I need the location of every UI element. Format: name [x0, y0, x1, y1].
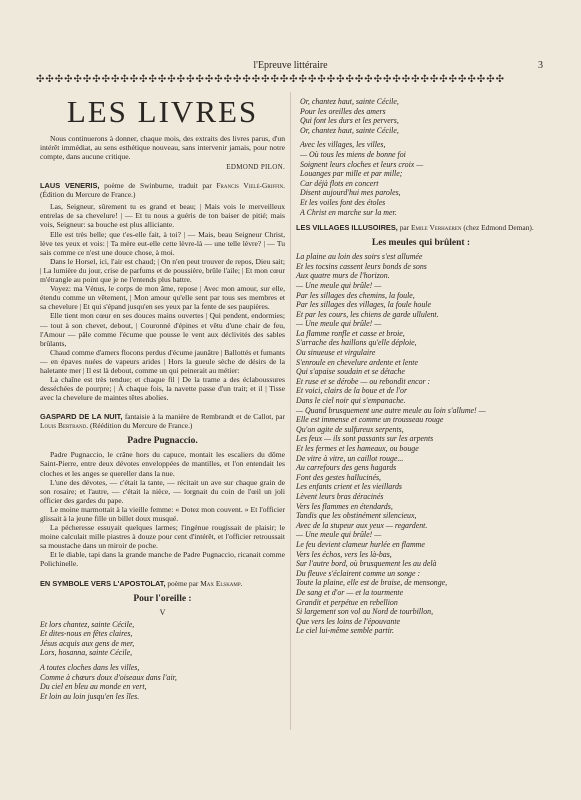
verse-line: Le feu devient clameur hurlée en flamme — [296, 539, 425, 549]
verse-line: Et voici, clairs de la boue et de l'or — [296, 386, 408, 396]
laus-veneris-heading — [40, 181, 285, 199]
verse-line: Du fleuve s'éclairent comme un songe : — [296, 568, 421, 578]
verse-line: Ou sinueuse et virgulaire — [296, 348, 376, 358]
gaspard-paragraph: Padre Pugnaccio, le crâne hors du capuce, montait les escaliers du dôme Saint-Pierre, entre deux dévotes enveloppées de mantilles, et l'on entendait les cloches et les anges se quereller dans la nue. — [40, 450, 285, 478]
verse-line: Comme à chœurs doux d'oiseaux dans l'air, — [40, 672, 177, 682]
villages-title: LES VILLAGES ILLUSOIRES, — [296, 223, 398, 233]
symbole-title: EN SYMBOLE VERS L'APOSTOLAT, — [40, 578, 166, 588]
verse-line: Car déjà flots en concert — [300, 178, 379, 188]
verse-line: — Où tous les miens de bonne foi — [300, 149, 406, 159]
verse-line: Si largement son vol au Nord de tourbillon, — [296, 607, 434, 617]
villages-meta: par — [399, 223, 410, 233]
verse-line: Or, chantez haut, sainte Cécile, — [300, 97, 399, 106]
gaspard-heading — [40, 412, 285, 430]
gaspard-edition: (Réédition du Mercure de France.) — [89, 421, 193, 431]
verse-line: Et ruse et se dérobe — ou rebondit encor : — [296, 376, 431, 386]
verse-line: Et dites-nous en fêtes claires, — [40, 629, 133, 639]
verse-line: Disent aujourd'hui mes paroles, — [300, 188, 401, 198]
verse-line: Les enfants crient et les vieillards — [296, 482, 402, 492]
verse-line: De sang et d'or — et la tourmente — [296, 587, 404, 597]
verse-line: Vers les flammes en étendards, — [296, 501, 393, 511]
verse-line: Vers les échos, vers les là-bas, — [296, 549, 392, 559]
laus-paragraph: Las, Seigneur, sûrement tu es grand et beau; | Mais vois le merveilleux entrelas de sa chevelure! | — Et tu nous a guéris de ton baiser de pitié; mais vois, Seigneur: sa bouche est plus alliciante. — [40, 202, 285, 230]
laus-paragraph: La chaîne est très tendue; et chaque fil | De la trame a des éclaboussures desséchées de pourpre; | À chaque fois, la navette passe d'un trait; et il | Tisse avec la chevelure de maintes têtes abolies. — [40, 375, 285, 403]
symbole-subhead: Pour l'oreille : — [133, 593, 192, 604]
verse-line: Toute la plaine, elle est de braise, de mensonge, — [296, 578, 448, 588]
gaspard-paragraph: Et le diable, tapi dans la grande manche de Padre Pugnaccio, ricanait comme Polichinelle. — [40, 550, 285, 569]
ornament-rule: ✣✣✣✣✣✣✣✣✣✣✣✣✣✣✣✣✣✣✣✣✣✣✣✣✣✣✣✣✣✣✣✣✣✣✣✣✣✣✣✣✣✣✣✣✣✣✣✣✣✣ — [36, 74, 505, 85]
gaspard-subhead: Padre Pugnaccio. — [127, 436, 198, 447]
verse-line: A toutes cloches dans les villes, — [40, 662, 140, 672]
laus-paragraph: Elle tient mon cœur en ses douces mains ouvertes | Qui pendent, endormies; — tout à son chevet, debout, | Couronné d'épines et vêtu d'une chair de feu, l'Amour — pâle comme l'écume que pousse le vent aux déclivités des sables brûlants, — [40, 311, 285, 348]
laus-paragraph: Voyez: ma Vénus, le corps de mon âme, repose | Avec mon amour, sur elle, étendu comme un vêtement, | Mon amour qu'elle sent par tous ses membres et sa chevelure | Et qui s'épand jusqu'en ses yeux par la fente de ses paupières. — [40, 284, 285, 312]
villages-edition: (chez Edmond Deman). — [463, 223, 534, 233]
laus-veneris-title: LAUS VENERIS, — [40, 181, 100, 191]
right-column — [296, 97, 546, 636]
laus-veneris-meta: poème de Swinburne, traduit par — [104, 181, 212, 191]
verse-line: Les feux — ils sont passants sur les arpents — [296, 434, 434, 444]
gaspard-paragraph: L'une des dévotes, — c'était la tante, — récitait un ave sur chaque grain de son rosaire; et l'autre, — c'était la nièce, — lorgnait du coin de l'œil un joli officier des gardes du pape. — [40, 477, 285, 505]
intro-signature: EDMOND PILON. — [226, 163, 285, 172]
verse-line: La flamme ronfle et casse et broie, — [296, 328, 405, 338]
verse-line: Par les sillages des villages, la foule houle — [296, 300, 431, 310]
verse-line: Le ciel lui-même semble partir. — [296, 626, 394, 636]
stanza — [40, 620, 285, 658]
verse-line: Et par les cours, les chiens de garde ullulent. — [296, 309, 439, 319]
verse-line: Avec les villages, les villes, — [300, 140, 386, 150]
verse-line: Tandis que les obstinément silencieux, — [296, 511, 417, 521]
verse-line: Qui font les durs et les pervers, — [300, 116, 399, 126]
verse-line: Pour les oreilles des amers — [300, 106, 386, 116]
stanza — [296, 97, 546, 135]
verse-line: Lors, hosanna, sainte Cécile, — [40, 648, 133, 658]
verse-line: Grandit et perpétue en rebellion — [296, 597, 398, 607]
laus-paragraph: Elle est très belle; que t'es-elle fait, à toi? | — Mais, beau Seigneur Christ, lève tes yeux et vois: | Ta mère eut-elle cette lèvre-là — une telle lèvre? | — Tu sais comme ce n'est une douce chose, à moi. — [40, 229, 285, 257]
verse-line: Que vers les loins de l'épouvante — [296, 616, 401, 626]
verse-line: De vitre à vitre, un caillot rouge... — [296, 453, 404, 463]
column-divider — [290, 92, 291, 730]
verse-line: — Une meule qui brûle! — — [296, 530, 382, 540]
page-number: 3 — [538, 60, 543, 71]
verse-line: Qu'on agite de sulfureux serpents, — [296, 424, 404, 434]
laus-paragraph: Chaud comme d'amers flocons perdus d'écume jaunâtre | Ballottés et fumants — en épaves nuées de vapeurs arides | Hors la gueule sèche de désirs de la haletante mer | Il est là debout, comme un qui peinerait au métier: — [40, 347, 285, 375]
verse-line: La plaine au loin des soirs s'est allumée — [296, 252, 423, 262]
verse-line: Et lors chantez, sainte Cécile, — [40, 619, 135, 629]
symbole-verse — [40, 620, 285, 702]
laus-veneris-translator: Francis Vielé-Griffin. — [216, 181, 285, 191]
verse-line: S'arrache des haillons qu'elle déploie, — [296, 338, 417, 348]
verse-line: Lèvent leurs bras déracinés — [296, 491, 384, 501]
section-title: LES LIVRES — [66, 94, 259, 129]
gaspard-paragraph: Le moine marmottait à la vieille femme: « Dotez mon couvent. » Et l'officier glissait à la jeune fille un billet doux musqué. — [40, 504, 285, 523]
verse-line: — Une meule qui brûle! — — [296, 319, 382, 329]
gaspard-text — [40, 450, 285, 568]
verse-line: Dans le ciel noir qui s'empanache. — [296, 396, 406, 406]
symbole-numeral: V — [159, 607, 166, 617]
verse-line: — Quand brusquement une autre meule au loin s'allume! — — [296, 405, 486, 415]
left-column — [40, 92, 285, 706]
running-head — [38, 60, 543, 71]
gaspard-meta: fantaisie à la manière de Rembrandt et de Callot, par — [124, 412, 285, 422]
gaspard-title: GASPARD DE LA NUIT, — [40, 412, 123, 422]
verse-line: Or, chantez haut, sainte Cécile, — [300, 125, 399, 135]
verse-line: Et loin au loin jusqu'en les îles. — [40, 691, 140, 701]
verse-line: Par les sillages des chemins, la foule, — [296, 290, 415, 300]
stanza — [296, 140, 546, 217]
symbole-verse-continued — [296, 97, 546, 217]
verse-line: Et les tocsins cassent leurs bonds de sons — [296, 261, 427, 271]
verse-line: Et les fermes et les hameaux, ou bouge — [296, 444, 419, 453]
verse-line: Sur l'autre bord, où brusquement les au delà — [296, 559, 437, 569]
verse-line: Qui s'apaise soudain et se détache — [296, 367, 405, 377]
intro-paragraph: Nous continuerons à donner, chaque mois, des extraits des livres parus, d'un intérêt immédiat, au sens esthétique nouveau, sans intervenir jamais, pour notre compte, dans aucune critique. — [40, 134, 285, 162]
verse-line: Du ciel en bleu au monde en vert, — [40, 682, 147, 692]
verse-line: — Une meule qui brûle! — — [296, 280, 382, 290]
symbole-heading — [40, 579, 285, 588]
villages-verse — [296, 252, 546, 636]
verse-line: Avec de la stupeur aux yeux — regardent. — [296, 520, 428, 530]
verse-line: Au carrefours des gens hagards — [296, 463, 397, 473]
verse-line: Elle est immense et comme un trousseau rouge — [296, 415, 444, 425]
verse-line: Et les voiles font des étoles — [300, 197, 386, 207]
verse-line: Aux quatre murs de l'horizon. — [296, 271, 390, 281]
laus-paragraph: Dans le Horsel, ici, l'air est chaud; | On n'en peut trouver de repos, Dieu sait; | La lumière du jour, crise de parfums et de poussière, brûle l'aile; | Et mon cœur m'étrangle au point que je ne l'entends plus battre. — [40, 256, 285, 285]
symbole-author: Max Elskamp. — [200, 578, 243, 588]
gaspard-paragraph: La pécheresse essuyait quelques larmes; l'ingénue rougissait de plaisir; le moine calculait mille piastres à douze pour cent d'intérêt, et l'officier retroussait sa moustache dans un miroir de poche. — [40, 523, 285, 551]
villages-author: Emile Verhaeren — [411, 223, 462, 233]
verse-line: A Christ en marche sur la mer. — [300, 207, 397, 217]
laus-veneris-text — [40, 202, 285, 402]
verse-line: Jésus acquis aux gens de mer, — [40, 638, 135, 648]
verse-line: Font des gestes hallucinés, — [296, 472, 382, 482]
villages-subhead: Les meules qui brûlent : — [371, 238, 471, 249]
verse-line: S'enroule en chevelure ardente et lente — [296, 357, 418, 367]
journal-title: l'Epreuve littéraire — [253, 60, 328, 71]
symbole-meta: poème par — [167, 578, 199, 588]
verse-line: Louanges par mille et par mille; — [300, 169, 403, 179]
laus-veneris-edition: (Édition du Mercure de France.) — [40, 190, 136, 200]
villages-heading — [296, 223, 546, 232]
verse-line: Soignent leurs cloches et leurs croix — — [300, 159, 424, 169]
stanza — [40, 663, 285, 701]
gaspard-author: Louis Bertrand. — [40, 421, 89, 431]
